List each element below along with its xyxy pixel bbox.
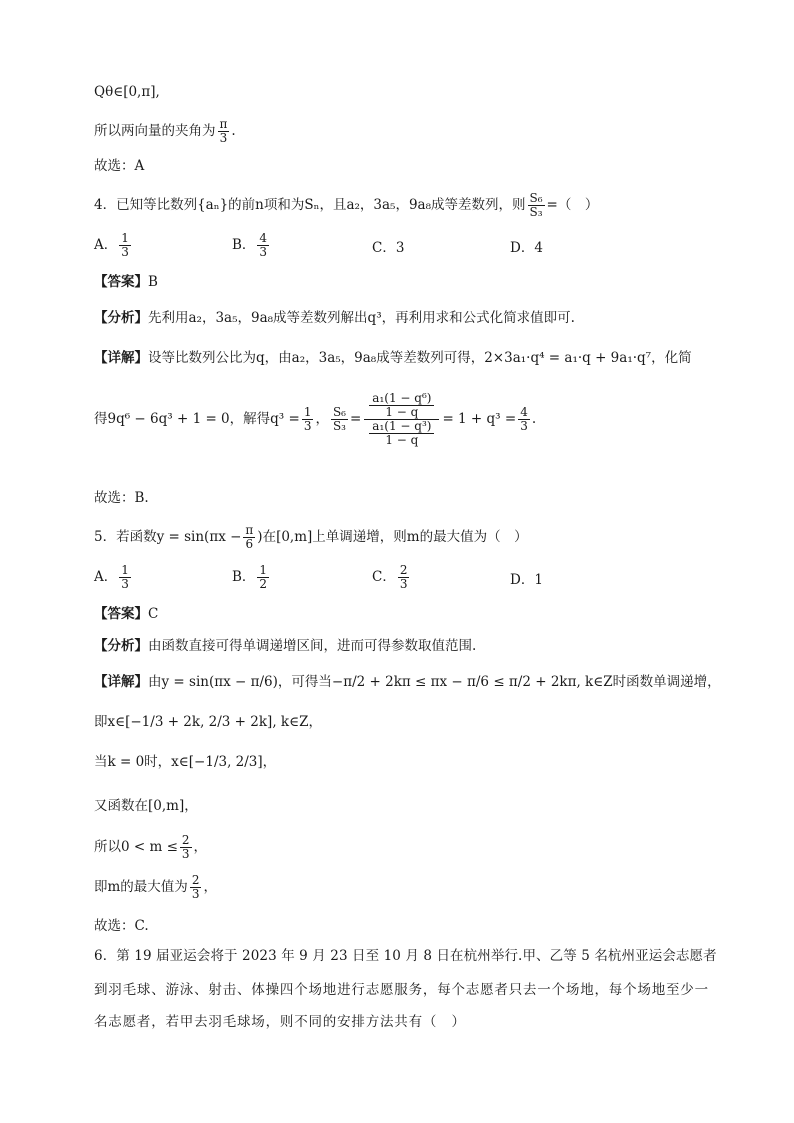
q4-option-c: C．3 (372, 240, 405, 256)
fraction: $\frac{1}{3}$ (121, 231, 129, 259)
fraction: $\frac{4}{3}$ (259, 231, 268, 259)
q4-select: 故选：B. (94, 490, 149, 506)
theta-range: Qθ∈[0,π], (94, 84, 160, 100)
fraction: $\frac{2}{3}$ (181, 833, 190, 861)
q5-step-5: 即m的最大值为 $\frac{2}{3}$ ， (94, 873, 217, 901)
q4-option-b: B． $\frac{4}{3}$ (232, 231, 268, 259)
q5-step-2: 当k = 0时，x∈[−1/3, 2/3]， (94, 754, 277, 770)
compound-fraction (364, 392, 439, 447)
answer-select: 故选：A (94, 158, 145, 174)
q5-option-a: A． $\frac{1}{3}$ (94, 563, 129, 591)
fraction: $\frac{\text{a₁(1 − q³)}}{1 - q}$ (369, 420, 434, 447)
text-line: 所以两向量的夹角为 $\frac{\pi}{3}$ . (94, 117, 236, 145)
fraction: $\frac{1}{3}$ (121, 563, 129, 591)
q4-derivation: 得9q⁶ − 6q³ + 1 = 0，解得q³ = $\frac{1}{3}$ ， $\frac{\text{S₆}}{\text{S₃}}$ = $\frac{\frac{\text{a₁(1 − q⁶)}}{1 - q}}{\frac{\text{a₁(1 − q³)}}{1 - q}}$ = 1 + q³ = $\frac{4}{3}$ . (94, 391, 537, 447)
q5-analysis: 【分析】由函数直接可得单调递增区间，进而可得参数取值范围. (94, 638, 477, 654)
q5-option-c: C． $\frac{2}{3}$ (372, 563, 408, 591)
question-6-line-2: 到羽毛球、游泳、射击、体操四个场地进行志愿服务，每个志愿者只去一个场地，每个场地至少一 (94, 982, 709, 998)
question-6-line-3: 名志愿者，若甲去羽毛球场，则不同的安排方法共有（ ） (94, 1014, 466, 1030)
fraction: $\frac{2}{3}$ (399, 563, 408, 591)
text-line (94, 82, 160, 102)
q5-step-4: 所以0 < m ≤ $\frac{2}{3}$ ， (94, 833, 208, 861)
question-4: 4．已知等比数列{aₙ}的前n项和为Sₙ，且a₂，3a₅，9a₈成等差数列，则 $\frac{\text{S₆}}{\text{S₃}}$ =（ ） (94, 191, 599, 219)
q4-option-d: D．4 (510, 240, 543, 256)
fraction: $\frac{\pi}{3}$ (219, 117, 228, 145)
q5-detail: 【详解】由y = sin(πx − π/6)，可得当−π/2 + 2kπ ≤ πx − π/6 ≤ π/2 + 2kπ, k∈Z时函数单调递增， (94, 674, 721, 690)
fraction: $\frac{\text{S₆}}{\text{S₃}}$ (529, 191, 543, 219)
fraction: $\frac{\text{S₆}}{\text{S₃}}$ (332, 405, 346, 433)
q4-option-a: A． $\frac{1}{3}$ (94, 231, 129, 259)
angle-text: 所以两向量的夹角为 (94, 123, 216, 139)
q5-select: 故选：C. (94, 918, 149, 934)
fraction: $\frac{2}{3}$ (191, 873, 200, 901)
q5-answer: 【答案】C (94, 606, 159, 622)
fraction: $\frac{\pi}{6}$ (245, 523, 254, 551)
q5-option-d: D．1 (510, 572, 543, 588)
fraction: $\frac{\text{a₁(1 − q⁶)}}{1 - q}$ (369, 392, 434, 419)
q5-step-3: 又函数在[0,m]， (94, 798, 198, 814)
q5-step-1: 即x∈[−1/3 + 2k, 2/3 + 2k], k∈Z， (94, 714, 322, 730)
question-5: 5．若函数y = sin(πx − $\frac{\pi}{6}$ )在[0,m]上单调递增，则m的最大值为（ ） (94, 523, 528, 551)
fraction: $\frac{4}{3}$ (520, 405, 528, 433)
fraction: $\frac{1}{2}$ (259, 563, 268, 591)
q4-analysis: 【分析】先利用a₂，3a₅，9a₈成等差数列解出q³，再利用求和公式化简求值即可. (94, 310, 575, 326)
fraction: $\frac{1}{3}$ (303, 405, 312, 433)
q4-answer: 【答案】B (94, 274, 158, 290)
q5-option-b: B． $\frac{1}{2}$ (232, 563, 268, 591)
question-6-line-1: 6．第 19 届亚运会将于 2023 年 9 月 23 日至 10 月 8 日在杭州举行.甲、乙等 5 名杭州亚运会志愿者 (94, 948, 717, 964)
q4-detail: 【详解】设等比数列公比为q，由a₂，3a₅，9a₈成等差数列可得，2×3a₁·q⁴ = a₁·q + 9a₁·q⁷，化简 (94, 350, 692, 366)
